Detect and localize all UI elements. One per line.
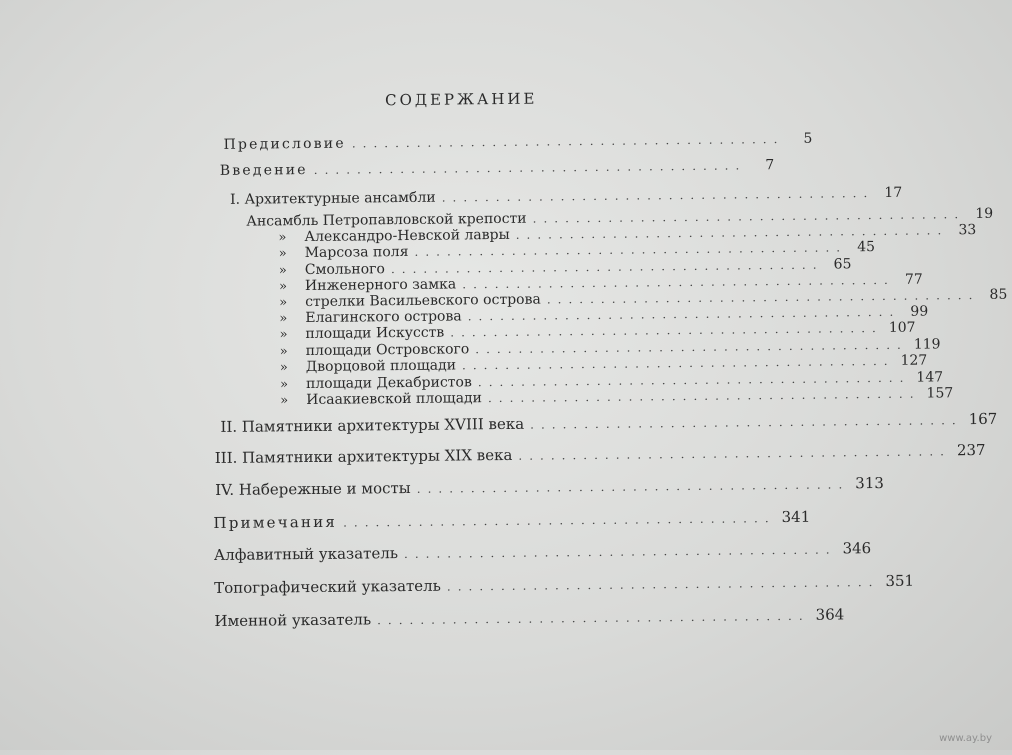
dot-leader: ........................................ (515, 223, 949, 242)
entry-page: 346 (842, 539, 872, 558)
entry-label: Именной указатель (214, 610, 372, 631)
entry-label: стрелки Васильевского острова (305, 291, 541, 311)
toc-entry-introduction (219, 157, 775, 179)
entry-page: 147 (916, 369, 944, 386)
toc-entry-name-index (214, 605, 845, 631)
entry-page: 119 (913, 336, 941, 353)
toc-entry-part-3 (214, 440, 986, 467)
dot-leader: ........................................ (414, 240, 848, 259)
dot-leader: ........................................ (532, 207, 966, 226)
ditto-mark: » (279, 311, 288, 327)
entry-page: 65 (833, 256, 852, 273)
entry-label: Примечания (213, 512, 338, 533)
dot-leader: ........................................ (390, 257, 824, 277)
entry-label: Елагинского острова (305, 308, 462, 327)
ditto-mark: » (279, 295, 288, 311)
entry-page: 341 (781, 507, 811, 527)
entry-label: Предисловие (223, 135, 346, 153)
dot-leader: ........................................ (461, 353, 895, 373)
toc-entry-part-1 (230, 184, 903, 208)
entry-page: 99 (910, 303, 929, 320)
entry-page: 85 (989, 286, 1008, 303)
toc-entry-part-4 (215, 473, 884, 499)
dot-leader: ........................................ (450, 320, 883, 340)
entry-label: площади Декабристов (305, 374, 472, 393)
toc-subentry (262, 385, 954, 410)
ditto-mark: » (279, 360, 288, 376)
entry-page: 5 (803, 130, 813, 147)
toc-entry-part-2 (220, 409, 998, 436)
entry-label: Инженерного замка (304, 276, 457, 295)
entry-label: Ансамбль Петропавловской крепости (246, 210, 527, 230)
ditto-mark: » (279, 377, 289, 393)
entry-label: I. Архитектурные ансамбли (230, 189, 436, 208)
entry-label: Смольного (304, 261, 385, 279)
dot-leader: ........................................ (475, 337, 908, 357)
ditto-mark: » (278, 279, 288, 295)
entry-page: 77 (904, 271, 923, 288)
toc-title: СОДЕРЖАНИЕ (384, 89, 538, 110)
entry-page: 351 (885, 571, 915, 590)
entry-label: IV. Набережные и мосты (215, 478, 411, 499)
dot-leader: ........................................ (351, 132, 785, 151)
toc-entry-topographic-index (214, 571, 915, 598)
entry-page: 7 (765, 157, 775, 174)
entry-page: 17 (884, 184, 903, 201)
entry-label: Введение (219, 162, 308, 179)
dot-leader: ........................................ (487, 386, 921, 406)
entry-page: 127 (900, 352, 928, 369)
entry-page: 33 (958, 222, 977, 239)
toc-entry-preface (223, 130, 813, 153)
entry-label: Дворцовой площади (305, 357, 457, 376)
dot-leader: ........................................ (546, 287, 980, 307)
entry-label: III. Памятники архитектуры XIX века (214, 445, 513, 467)
dot-leader: ........................................ (403, 542, 837, 562)
entry-page: 45 (857, 239, 876, 256)
entry-label: Исаакиевской площади (306, 390, 483, 409)
toc-entry-alphabetical-index (213, 539, 872, 565)
entry-page: 364 (815, 605, 845, 624)
dot-leader: ........................................ (342, 511, 776, 530)
ditto-mark: » (278, 263, 287, 279)
dot-leader: ........................................ (441, 186, 875, 205)
entry-page: 19 (975, 205, 994, 223)
ditto-mark: » (278, 230, 287, 246)
dot-leader: ........................................ (477, 370, 911, 390)
dot-leader: ........................................ (530, 413, 963, 432)
ditto-mark: » (278, 246, 287, 262)
dot-leader: ........................................ (313, 158, 747, 177)
entry-page: 157 (926, 385, 954, 402)
entry-page: 313 (855, 473, 884, 493)
entry-label: II. Памятники архитектуры XVIII века (220, 414, 525, 436)
entry-label: площади Островского (305, 341, 470, 360)
entry-page: 107 (888, 319, 916, 336)
dot-leader: ........................................ (467, 304, 901, 324)
entry-label: Топографический указатель (214, 576, 441, 598)
ditto-mark: » (280, 393, 289, 409)
entry-label: Марсоза поля (304, 243, 409, 262)
dot-leader: ........................................ (416, 477, 850, 496)
ditto-mark: » (279, 327, 288, 343)
entry-page: 237 (956, 440, 986, 460)
dot-leader: ........................................ (376, 608, 810, 628)
dot-leader: ........................................ (518, 444, 952, 463)
entry-label: площади Искусств (305, 324, 445, 343)
entry-label: Алфавитный указатель (213, 544, 399, 565)
ditto-mark: » (279, 344, 288, 360)
site-watermark: www.ay.by (939, 733, 992, 744)
entry-page: 167 (968, 409, 998, 429)
dot-leader: ........................................ (446, 575, 880, 594)
dot-leader: ........................................ (462, 272, 895, 292)
toc-entry-notes (213, 507, 811, 533)
entry-label: Александро-Невской лавры (304, 226, 510, 246)
